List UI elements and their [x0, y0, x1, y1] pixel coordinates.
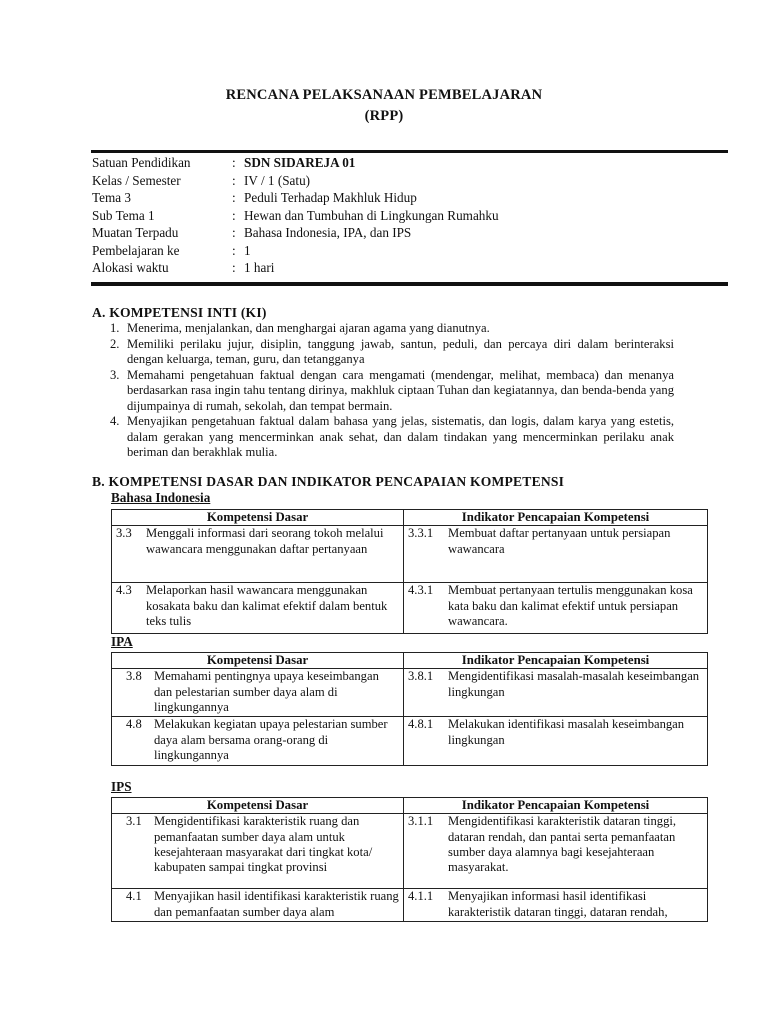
info-row-satuan: [92, 154, 732, 172]
info-label: Kelas / Semester: [92, 172, 181, 188]
info-label: Tema 3: [92, 190, 131, 205]
kd-text: Menyajikan hasil identifikasi karakteristik ruang dan pemanfaatan sumber daya alam: [154, 889, 399, 919]
info-colon: :: [232, 190, 236, 205]
indicator-cell: [404, 583, 708, 634]
list-text: Menerima, menjalankan, dan menghargai ajaran agama yang dianutnya.: [127, 321, 490, 335]
indicator-text: Membuat pertanyaan tertulis menggunakan kosa kata baku dan kalimat efektif untuk persiapan wawancara.: [448, 583, 693, 628]
column-header-kd: Kompetensi Dasar: [112, 510, 404, 526]
list-number: 4.: [110, 414, 120, 428]
ki-list: [110, 321, 674, 461]
list-number: 1.: [110, 321, 120, 335]
info-label: Muatan Terpadu: [92, 225, 179, 240]
table-header-row: [112, 798, 708, 814]
info-value: IV / 1 (Satu): [244, 172, 311, 188]
competency-table-bahasa-indonesia: [111, 509, 708, 634]
info-label: Satuan Pendidikan: [92, 155, 191, 170]
list-text: Memiliki perilaku jujur, disiplin, tanggung jawab, santun, peduli, dan percaya diri dalam berinteraksi dengan keluarga, teman, guru, dan tetangganya: [127, 336, 674, 366]
kd-cell: [112, 526, 404, 583]
table-row: [112, 889, 708, 922]
info-value: 1: [244, 242, 251, 258]
column-header-kd: Kompetensi Dasar: [112, 798, 404, 814]
info-value: 1 hari: [244, 260, 275, 275]
info-label: Sub Tema 1: [92, 207, 155, 223]
table-row: [112, 717, 708, 766]
list-item: [110, 414, 674, 461]
indicator-code: 4.1.1: [408, 889, 434, 904]
bottom-rule: [91, 282, 728, 286]
column-header-indicator: Indikator Pencapaian Kompetensi: [404, 510, 708, 526]
list-item: [110, 368, 674, 415]
info-value: Peduli Terhadap Makhluk Hidup: [244, 190, 417, 205]
table-row: [112, 526, 708, 583]
indicator-code: 3.8.1: [408, 669, 434, 684]
section-b-heading: B. KOMPETENSI DASAR DAN INDIKATOR PENCAPAIAN KOMPETENSI: [92, 474, 565, 489]
subject-heading-ipa: IPA: [111, 634, 133, 649]
subject-heading-bahasa-indonesia: Bahasa Indonesia: [111, 490, 211, 505]
kd-code: 3.3: [116, 526, 132, 541]
info-label: Pembelajaran ke: [92, 242, 180, 258]
kd-code: 4.8: [126, 717, 142, 732]
indicator-cell: [404, 717, 708, 766]
kd-cell: [112, 717, 404, 766]
indicator-code: 3.1.1: [408, 814, 434, 829]
info-value: Bahasa Indonesia, IPA, dan IPS: [244, 225, 412, 240]
identity-block: [92, 154, 732, 277]
indicator-text: Membuat daftar pertanyaan untuk persiapan wawancara: [448, 526, 671, 556]
section-a-heading: A. KOMPETENSI INTI (KI): [92, 305, 267, 320]
info-row-pembelajaran: [92, 242, 732, 260]
kd-cell: [112, 889, 404, 922]
table-row: [112, 583, 708, 634]
table-row: [112, 814, 708, 889]
info-row-kelas: [92, 172, 732, 190]
list-number: 2.: [110, 336, 120, 351]
info-colon: :: [232, 242, 236, 258]
column-header-indicator: Indikator Pencapaian Kompetensi: [404, 798, 708, 814]
kd-cell: [112, 814, 404, 889]
kd-text: Melaporkan hasil wawancara menggunakan kosakata baku dan kalimat efektif dalam bentuk teks tulis: [146, 583, 388, 628]
table-header-row: [112, 510, 708, 526]
competency-table-ipa: [111, 652, 708, 766]
info-colon: :: [232, 225, 236, 240]
indicator-code: 4.8.1: [408, 717, 434, 732]
kd-text: Melakukan kegiatan upaya pelestarian sumber daya alam bersama orang-orang di lingkungannya: [154, 717, 388, 762]
indicator-cell: [404, 526, 708, 583]
indicator-text: Mengidentifikasi masalah-masalah keseimbangan lingkungan: [448, 669, 700, 699]
list-number: 3.: [110, 367, 120, 382]
kd-text: Menggali informasi dari seorang tokoh melalui wawancara menggunakan daftar pertanyaan: [146, 526, 384, 556]
indicator-code: 3.3.1: [408, 526, 434, 541]
column-header-indicator: Indikator Pencapaian Kompetensi: [404, 653, 708, 669]
list-text: Menyajikan pengetahuan faktual dalam bahasa yang jelas, sistematis, dan logis, dalam karya yang estetis, dalam gerakan yang mencerminkan anak sehat, dan dalam tindakan yang mencerminkan perilaku anak beriman dan berakhlak mulia.: [127, 414, 674, 459]
kd-text: Memahami pentingnya upaya keseimbangan dan pelestarian sumber daya alam di lingkungannya: [154, 669, 379, 714]
info-value: SDN SIDAREJA 01: [244, 155, 356, 170]
indicator-text: Mengidentifikasi karakteristik dataran tinggi, dataran rendah, dan pantai serta pemanfaatan sumber daya alamnya bagi kesejahteraan masyarakat.: [448, 814, 677, 875]
kd-code: 3.1: [126, 814, 142, 829]
kd-code: 3.8: [126, 669, 142, 684]
info-row-tema: [92, 189, 732, 207]
info-row-muatan: [92, 224, 732, 242]
kd-code: 4.3: [116, 583, 132, 598]
info-colon: :: [232, 155, 236, 170]
column-header-kd: Kompetensi Dasar: [112, 653, 404, 669]
indicator-cell: [404, 889, 708, 922]
table-header-row: [112, 653, 708, 669]
info-colon: :: [232, 260, 236, 275]
info-colon: :: [232, 207, 236, 223]
indicator-code: 4.3.1: [408, 583, 434, 598]
info-value: Hewan dan Tumbuhan di Lingkungan Rumahku: [244, 207, 499, 223]
table-row: [112, 669, 708, 717]
info-label: Alokasi waktu: [92, 260, 169, 275]
document-subtitle: (RPP): [364, 108, 404, 124]
info-colon: :: [232, 172, 236, 188]
competency-table-ips: [111, 797, 708, 922]
indicator-cell: [404, 814, 708, 889]
list-text: Memahami pengetahuan faktual dengan cara mengamati (mendengar, melihat, membaca) dan menanya berdasarkan rasa ingin tahu tentang dirinya, makhluk ciptaan Tuhan dan kegiatannya, dan benda-benda yang dijumpainya di rumah, sekolah, dan tempat bermain.: [127, 367, 674, 413]
indicator-text: Menyajikan informasi hasil identifikasi karakteristik dataran tinggi, dataran rendah,: [448, 889, 668, 919]
list-item: [110, 321, 674, 337]
info-row-subtema: [92, 207, 732, 225]
kd-text: Mengidentifikasi karakteristik ruang dan pemanfaatan sumber daya alam untuk kesejahteraan masyarakat dari tingkat kota/ kabupaten sampai tingkat provinsi: [154, 814, 373, 875]
indicator-text: Melakukan identifikasi masalah keseimbangan lingkungan: [448, 717, 685, 747]
info-row-alokasi: [92, 259, 732, 277]
kd-cell: [112, 583, 404, 634]
document-title: RENCANA PELAKSANAAN PEMBELAJARAN: [225, 87, 543, 103]
kd-code: 4.1: [126, 889, 142, 904]
kd-cell: [112, 669, 404, 717]
indicator-cell: [404, 669, 708, 717]
top-rule: [91, 150, 728, 153]
list-item: [110, 337, 674, 368]
subject-heading-ips: IPS: [111, 779, 132, 794]
